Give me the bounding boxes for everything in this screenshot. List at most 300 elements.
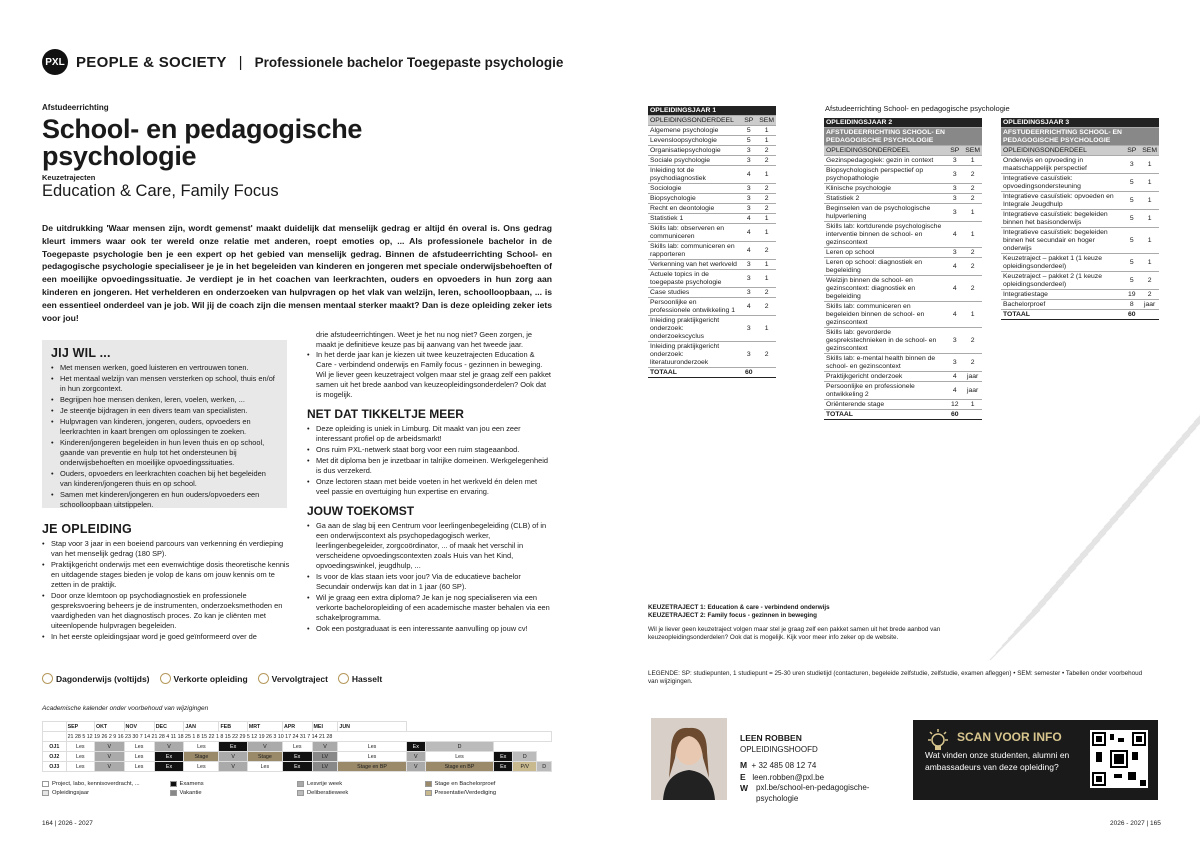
list-item: • Ons ruim PXL-netwerk staat borg voor een ruim stageaanbod. (307, 445, 552, 455)
pxl-logo: PXL (42, 49, 68, 75)
course-name: Sociologie (648, 184, 740, 194)
table-row (824, 382, 982, 400)
course-sp: 4 (946, 302, 963, 328)
course-sem: jaar (963, 382, 982, 400)
table-title-row (1001, 118, 1159, 128)
course-sem: 2 (963, 166, 982, 184)
course-sem: 1 (963, 400, 982, 410)
je-opleiding (42, 522, 296, 643)
key-swatch (297, 790, 304, 796)
page-number-right: 2026 - 2027 | 165 (1110, 820, 1161, 827)
course-sem: 2 (757, 298, 776, 316)
format-legend (42, 673, 382, 684)
calendar-month: FEB (219, 722, 247, 732)
course-sp: 5 (1123, 272, 1140, 290)
course-name: Onderwijs en opvoeding in maatschappelijk perspectief (1001, 156, 1123, 174)
pattern-line (1140, 435, 1190, 485)
calendar-cell: Ex (282, 752, 312, 762)
course-sem: 1 (757, 136, 776, 146)
course-sp: 5 (1123, 210, 1140, 228)
key-label: Stage en Bachelorproef (434, 781, 496, 787)
column-header-sp: SP (740, 116, 757, 126)
column-header: OPLEIDINGSONDERDEEL (648, 116, 740, 126)
course-name: Inleiding praktijkgericht onderzoek: onderzoekscyclus (648, 316, 740, 342)
calendar-cell: LV (312, 762, 338, 772)
course-sp: 3 (946, 248, 963, 258)
table-row (648, 194, 776, 204)
table-row (1001, 254, 1159, 272)
table-subtitle: AFSTUDEERRICHTING SCHOOL- EN PEDAGOGISCHE PSYCHOLOGIE (824, 128, 982, 146)
pattern-line (1194, 372, 1200, 422)
avatar (651, 718, 727, 800)
calendar-cell: Les (425, 752, 493, 762)
course-sp: 3 (740, 288, 757, 298)
table-subtitle-row (1001, 128, 1159, 146)
course-name: Keuzetraject – pakket 1 (1 keuze opleidingsonderdeel) (1001, 254, 1123, 272)
calendar-month: APR (282, 722, 312, 732)
calendar-cell: Stage en BP (338, 762, 406, 772)
course-sem: 1 (963, 156, 982, 166)
key-swatch (42, 790, 49, 796)
course-sem: 2 (1140, 272, 1159, 290)
course-sem: 1 (963, 204, 982, 222)
continued-text: drie afstudeerrichtingen. Weet je het nu nog niet? Geen zorgen, je maakt je definitieve keuze pas bij aanvang van het tweede jaar. (316, 330, 532, 349)
course-sem: 2 (963, 354, 982, 372)
calendar-key-item (42, 790, 170, 796)
column-header-sp: SP (946, 146, 963, 156)
table-row (824, 156, 982, 166)
opleidingsjaar-1-table (648, 106, 776, 378)
calendar-cell: LV (312, 752, 338, 762)
table-title: OPLEIDINGSJAAR 2 (824, 118, 982, 128)
course-sp: 5 (1123, 174, 1140, 192)
pattern-line (1014, 582, 1064, 632)
calendar-cell: Ex (154, 762, 184, 772)
course-sp: 3 (740, 316, 757, 342)
table-header-row (1001, 146, 1159, 156)
intro-text: De uitdrukking 'Waar mensen zijn, wordt gemenst' maakt duidelijk dat menselijk gedrag er altijd én overal is. Ons gedrag kleurt immers waar ook ter wereld onze relatie met anderen, roept emoties op, ... Als professionele bachelor in de Toegepaste psychologie ben je een expert op het gebied van menselijk gedrag. Binnen de afstudeerrichting School- en pedagogische psychologie specialiseer je je in het begeleiden van kinderen en jongeren met speciale onderwijsbehoeften of een moeilijke opvoedingssituatie. Je verdiept je in het coachen van leerkrachten, ouders en opvoeders in hun zorg aan kinderen en jongeren. Het verhelderen en onderzoeken van hulpvragen op het vlak van welzijn, leren, schoolloopbaan, ... is een essentieel onderdeel van je job. Wil jij de coach zijn die mensen mentaal sterker maakt? Dan is deze opleiding zeker iets voor jou! (42, 223, 552, 323)
table-row (648, 136, 776, 146)
course-name: Actuele topics in de toegepaste psychologie (648, 270, 740, 288)
pattern-line (1170, 400, 1200, 450)
course-sp: 4 (740, 214, 757, 224)
course-name: Leren op school: diagnostiek en begeleiding (824, 258, 946, 276)
list-item: • Begrijpen hoe mensen denken, leren, voelen, werken, ... (51, 395, 278, 405)
course-sem: 2 (757, 342, 776, 368)
course-sp: 3 (740, 194, 757, 204)
list-item: • Met mensen werken, goed luisteren en vertrouwen tonen. (51, 363, 278, 373)
course-sp: 3 (946, 204, 963, 222)
course-sp: 3 (946, 194, 963, 204)
key-swatch (297, 781, 304, 787)
course-sp: 4 (946, 222, 963, 248)
course-sp: 3 (946, 328, 963, 354)
table-row (824, 302, 982, 328)
table-row (1001, 156, 1159, 174)
pattern-line (1080, 505, 1130, 555)
course-sp: 4 (946, 382, 963, 400)
calendar-cell: D (537, 762, 552, 772)
key-label: Vakantie (179, 790, 202, 796)
calendar-key-item (42, 781, 170, 787)
calendar-cell: Les (124, 752, 154, 762)
calendar-cell: V (154, 742, 184, 752)
table-row (648, 270, 776, 288)
total-row (824, 410, 982, 420)
toekomst-heading: JOUW TOEKOMST (307, 504, 415, 518)
pattern-line (1026, 568, 1076, 618)
course-sem: 1 (963, 222, 982, 248)
lightning-icon (160, 673, 171, 684)
course-sem: 2 (963, 194, 982, 204)
jij-wil-box (42, 340, 287, 508)
program-name: Professionele bachelor Toegepaste psychologie (254, 54, 564, 70)
course-sp: 19 (1123, 290, 1140, 300)
table-row (648, 260, 776, 270)
tikkeltje-heading: NET DAT TIKKELTJE MEER (307, 407, 464, 421)
calendar-month: OKT (94, 722, 124, 732)
list-item: • Je steentje bijdragen in een divers team van specialisten. (51, 406, 278, 416)
pattern-line (1056, 533, 1106, 583)
calendar-cell: V (312, 742, 338, 752)
calendar-cell: Les (282, 742, 312, 752)
table-row (824, 184, 982, 194)
lightbulb-icon (925, 728, 951, 754)
contact-email[interactable]: leen.robben@pxl.be (752, 772, 825, 782)
course-name: Integratiestage (1001, 290, 1123, 300)
course-sp: 4 (740, 224, 757, 242)
course-sem: 2 (963, 248, 982, 258)
course-sp: 12 (946, 400, 963, 410)
contact-phone[interactable]: + 32 485 08 12 74 (751, 761, 817, 770)
calendar-cell: Ex (219, 742, 247, 752)
table-row (824, 258, 982, 276)
course-sp: 4 (946, 276, 963, 302)
table-row (824, 354, 982, 372)
course-sem: 1 (757, 224, 776, 242)
calendar-cell: Les (184, 742, 219, 752)
calendar-month: NOV (124, 722, 154, 732)
scan-text: Wat vinden onze studenten, alumni en ambassadeurs van deze opleiding? (925, 750, 1070, 772)
course-name: Beginselen van de psychologische hulpverlening (824, 204, 946, 222)
calendar-cell: P/V (513, 762, 537, 772)
course-name: Inleiding tot de psychodiagnostiek (648, 166, 740, 184)
calendar-month: MEI (312, 722, 338, 732)
calendar-cell: V (94, 762, 124, 772)
calendar-cell: Les (124, 762, 154, 772)
list-item: • Hulpvragen van kinderen, jongeren, ouders, opvoeders en leerkrachten in kaart brengen om oplossingen te zoeken. (51, 417, 278, 437)
list-item: • Is voor de klas staan iets voor jou? Via de educatieve bachelor Secundair onderwijs kan dat in 1 jaar (60 SP). (307, 572, 552, 592)
table-row (824, 204, 982, 222)
course-name: Levensloopsychologie (648, 136, 740, 146)
course-name: Oriënterende stage (824, 400, 946, 410)
calendar-row-label: OJ2 (43, 752, 67, 762)
calendar-cell: V (219, 752, 247, 762)
circle-icon (42, 673, 53, 684)
course-sem: jaar (963, 372, 982, 382)
course-sem: 2 (757, 146, 776, 156)
calendar-cell: D (513, 752, 537, 762)
list-item: • Deze opleiding is uniek in Limburg. Dit maakt van jou een zeer interessant profiel op de arbeidsmarkt! (307, 424, 552, 444)
table-row (1001, 192, 1159, 210)
calendar-note: Academische kalender onder voorbehoud van wijzigingen (42, 705, 209, 712)
course-name: Gezinspedagogiek: gezin in context (824, 156, 946, 166)
table-row (648, 166, 776, 184)
course-name: Algemene psychologie (648, 126, 740, 136)
table-row (1001, 290, 1159, 300)
course-name: Skills lab: e-mental health binnen de school- en gezinscontext (824, 354, 946, 372)
table-row (43, 742, 552, 752)
total-empty (757, 368, 776, 378)
calendar-cell: Stage (247, 752, 282, 762)
course-sp: 5 (1123, 254, 1140, 272)
list-item: • Het mentaal welzijn van mensen versterken op school, thuis en/of in hun zorgcontext. (51, 374, 278, 394)
calendar-cell: Ex (154, 752, 184, 762)
course-sem: 2 (757, 288, 776, 298)
calendar-key-item (170, 781, 298, 787)
table-row (824, 194, 982, 204)
calendar-row-label: OJ3 (43, 762, 67, 772)
table-row (824, 222, 982, 248)
scan-title: SCAN VOOR INFO (957, 730, 1062, 744)
calendar-days: 21 28 5 12 19 26 2 9 16 23 30 7 14 21 28 4 11 18 25 1 8 15 22 1 8 15 22 29 5 12 19 26 3 10 17 24 31 7 14 21 28 (66, 732, 551, 742)
pattern-line (990, 610, 1040, 660)
email-label: E (740, 771, 746, 782)
course-sem: 2 (963, 276, 982, 302)
je-opleiding-heading: JE OPLEIDING (42, 522, 132, 536)
course-sp: 3 (740, 156, 757, 166)
calendar-key-item (297, 790, 425, 796)
total-label: TOTAAL (1001, 310, 1123, 320)
key-label: Project, labo, kennisoverdracht, ... (52, 781, 140, 787)
course-name: Persoonlijke en professionele ontwikkeling 1 (648, 298, 740, 316)
course-name: Verkenning van het werkveld (648, 260, 740, 270)
header (42, 51, 563, 73)
pattern-line (1020, 575, 1070, 625)
course-name: Skills lab: communiceren en begeleiden binnen de school- en gezinscontext (824, 302, 946, 328)
calendar-key-item (425, 790, 553, 796)
calendar-key-item (297, 781, 425, 787)
table-row (824, 328, 982, 354)
table-row (1001, 272, 1159, 290)
keuzetrajecten-label: Keuzetrajecten (42, 173, 96, 182)
course-name: Praktijkgericht onderzoek (824, 372, 946, 382)
calendar-months (43, 722, 552, 732)
course-sem: 1 (1140, 192, 1159, 210)
course-sp: 3 (946, 156, 963, 166)
calendar-month: SEP (66, 722, 94, 732)
list-item: • Samen met kinderen/jongeren en hun ouders/opvoeders een schoolloopbaan uitstippelen. (51, 490, 278, 510)
key-swatch (42, 781, 49, 787)
calendar-cell: Les (338, 742, 406, 752)
table-row (648, 146, 776, 156)
course-name: Skills lab: kortdurende psychologische interventie binnen de school- en gezinscontext (824, 222, 946, 248)
table-header-row (648, 116, 776, 126)
total-sp: 60 (946, 410, 963, 420)
calendar-cell: V (219, 762, 247, 772)
pattern-line (1134, 442, 1184, 492)
calendar-cell: Les (66, 742, 94, 752)
contact-name: LEEN ROBBEN (740, 733, 802, 743)
total-row (1001, 310, 1159, 320)
key-swatch (170, 781, 177, 787)
column-2 (307, 330, 552, 635)
contact-web[interactable]: pxl.be/school-en-pedagogische-psychologie (756, 783, 870, 803)
key-label: Deliberatieweek (307, 790, 349, 796)
total-row (648, 368, 776, 378)
course-sem: 2 (963, 258, 982, 276)
course-name: Skills lab: communiceren en rapporteren (648, 242, 740, 260)
course-sp: 3 (740, 270, 757, 288)
pattern-line (1008, 589, 1058, 639)
course-sem: 1 (1140, 174, 1159, 192)
opleidingsjaar-2-table (824, 118, 982, 420)
course-sem: 2 (757, 156, 776, 166)
course-sem: 2 (757, 184, 776, 194)
calendar-cell: V (94, 742, 124, 752)
pattern-line (1128, 449, 1178, 499)
list-item: • Ga aan de slag bij een Centrum voor leerlingenbegeleiding (CLB) of in een onderwijscontext als psychopedagogisch werker, leerlingenbegeleider, zorgcoördinator, ... of maak het verschil in verscheidene opvoedingscontexten zoals Huis van het Kind, opvoedingswinkel, jeugdhulp, ... (307, 521, 552, 571)
pattern-line (1002, 596, 1052, 646)
pattern-line (1086, 498, 1136, 548)
column-header: OPLEIDINGSONDERDEEL (1001, 146, 1123, 156)
course-name: Integratieve casuïstiek: opvoedingsondersteuning (1001, 174, 1123, 192)
total-label: TOTAAL (648, 368, 740, 378)
total-sp: 60 (740, 368, 757, 378)
table-row (648, 156, 776, 166)
pattern-line (1110, 470, 1160, 520)
calendar-cell: Ex (494, 752, 513, 762)
course-name: Skills lab: observeren en communiceren (648, 224, 740, 242)
calendar-cell: Les (66, 752, 94, 762)
list-item: • Ouders, opvoeders en leerkrachten coachen bij het begeleiden van kinderen/jongeren thuis en op school. (51, 469, 278, 489)
course-name: Welzijn binnen de school- en gezinscontext: diagnostiek en begeleiding (824, 276, 946, 302)
calendar-cell: Stage en BP (425, 762, 493, 772)
calendar-cell: V (406, 762, 425, 772)
keuzetraject-text: Wil je liever geen keuzetraject volgen maar stel je graag zelf een pakket samen uit het brede aanbod van keuzeopleidingsonderdelen? Ook dat is mogelijk. Kijk voor meer info zeker op de website. (648, 626, 941, 641)
list-item: • Praktijkgericht onderwijs met een evenwichtige dosis theoretische kennis en uitdagende stages bieden je volop de kans om jouw kennis om te zetten in de praktijk. (42, 560, 296, 590)
pattern-line (1044, 547, 1094, 597)
calendar-cell: Les (247, 762, 282, 772)
table-row (648, 242, 776, 260)
page-number-left: 164 | 2026 - 2027 (42, 820, 93, 827)
course-name: Integratieve casuïstiek: begeleiden binnen het secundair en hoger onderwijs (1001, 228, 1123, 254)
list-item: • Door onze klemtoon op psychodiagnostiek en professionele gespreksvoering beheers je de instrumenten, onderzoeksmethoden en vaardigheden van het diagnostisch proces. Zo kan je cliënten met uiteenlopende hulpvragen begeleiden. (42, 591, 296, 631)
calendar-row-label: OJ1 (43, 742, 67, 752)
course-sp: 8 (1123, 300, 1140, 310)
key-label: Presentatie/Verdediging (434, 790, 497, 796)
table-row (1001, 228, 1159, 254)
course-name: Organisatiepsychologie (648, 146, 740, 156)
list-item: • Ook een postgraduaat is een interessante aanvulling op jouw cv! (307, 624, 552, 634)
pattern-line (1098, 484, 1148, 534)
pattern-line (1164, 407, 1200, 457)
course-sp: 4 (740, 298, 757, 316)
pattern-line (1038, 554, 1088, 604)
table-row (824, 166, 982, 184)
course-sp: 3 (946, 354, 963, 372)
course-sp: 4 (946, 258, 963, 276)
scan-box (913, 720, 1158, 800)
course-sem: 2 (1140, 290, 1159, 300)
column-header: OPLEIDINGSONDERDEEL (824, 146, 946, 156)
pattern-line (1062, 526, 1112, 576)
qr-code[interactable] (1090, 730, 1148, 788)
table-row (824, 276, 982, 302)
course-sp: 3 (740, 146, 757, 156)
course-name: Integratieve casuïstiek: begeleiden binnen het basisonderwijs (1001, 210, 1123, 228)
key-label: Examens (179, 781, 204, 787)
course-name: Skills lab: gevorderde gesprekstechnieken in de school- en gezinscontext (824, 328, 946, 354)
course-sem: 1 (757, 260, 776, 270)
table-row (648, 316, 776, 342)
table-row (648, 204, 776, 214)
course-sp: 5 (740, 136, 757, 146)
pattern-line (1092, 491, 1142, 541)
course-sem: jaar (1140, 300, 1159, 310)
pattern-line (1068, 519, 1118, 569)
list-item: • Wil je graag een extra diploma? Je kan je nog specialiseren via een verkorte bacheloropleiding of een academische master behalen via een schakelprogramma. (307, 593, 552, 623)
calendar-cell: V (247, 742, 282, 752)
table-header-row (824, 146, 982, 156)
list-item: • Stap voor 3 jaar in een boeiend parcours van verkenning én verdieping van het menselijk gedrag (180 SP). (42, 539, 296, 559)
table-row (1001, 300, 1159, 310)
table-row (1001, 174, 1159, 192)
table-row (648, 214, 776, 224)
course-sem: 1 (1140, 210, 1159, 228)
course-sp: 3 (946, 184, 963, 194)
table-row (648, 342, 776, 368)
course-sem: 1 (757, 316, 776, 342)
key-swatch (425, 781, 432, 787)
pattern-line (1074, 512, 1124, 562)
brand-name: PEOPLE & SOCIETY (76, 53, 227, 71)
keuzetrajecten: Education & Care, Family Focus (42, 182, 279, 200)
list-item: • In het eerste opleidingsjaar word je goed geïnformeerd over de (42, 632, 296, 642)
table-row (824, 400, 982, 410)
course-name: Keuzetraject – pakket 2 (1 keuze opleidingsonderdeel) (1001, 272, 1123, 290)
header-separator: | (238, 53, 243, 71)
afstudeerrichting-heading: Afstudeerrichting School- en pedagogische psychologie (825, 104, 1010, 113)
course-name: Recht en deontologie (648, 204, 740, 214)
course-name: Sociale psychologie (648, 156, 740, 166)
column-header-sem: SEM (1142, 146, 1157, 154)
course-sp: 3 (1123, 156, 1140, 174)
arrow-icon (258, 673, 269, 684)
table-row (824, 372, 982, 382)
decorative-pattern (980, 360, 1200, 680)
keuzetraject-2: KEUZETRAJECT 2: Family focus - gezinnen in beweging (648, 612, 817, 619)
column-header-sem: SEM (965, 146, 980, 154)
academic-calendar (42, 721, 552, 772)
course-sem: 2 (757, 242, 776, 260)
course-name: Leren op school (824, 248, 946, 258)
calendar-cell: Ex (494, 762, 513, 772)
column-header-sp: SP (1123, 146, 1140, 156)
key-swatch (170, 790, 177, 796)
contact-role: OPLEIDINGSHOOFD (740, 744, 818, 754)
legend-vervolg: Vervolgtraject (258, 673, 328, 684)
table-title-row (648, 106, 776, 116)
table-subtitle: AFSTUDEERRICHTING SCHOOL- EN PEDAGOGISCHE PSYCHOLOGIE (1001, 128, 1159, 146)
legende: LEGENDE: SP: studiepunten, 1 studiepunt = 25-30 uren studietijd (contacturen, begeleide zelfstudie, zelfstudie, examen afleggen) • SEM: semester • Tabellen onder voorbehoud van wijzigingen. (648, 670, 1143, 685)
course-sem: 1 (757, 166, 776, 184)
course-name: Klinische psychologie (824, 184, 946, 194)
table-row (648, 126, 776, 136)
course-sp: 3 (740, 260, 757, 270)
total-empty (1140, 310, 1159, 320)
course-sp: 4 (740, 242, 757, 260)
